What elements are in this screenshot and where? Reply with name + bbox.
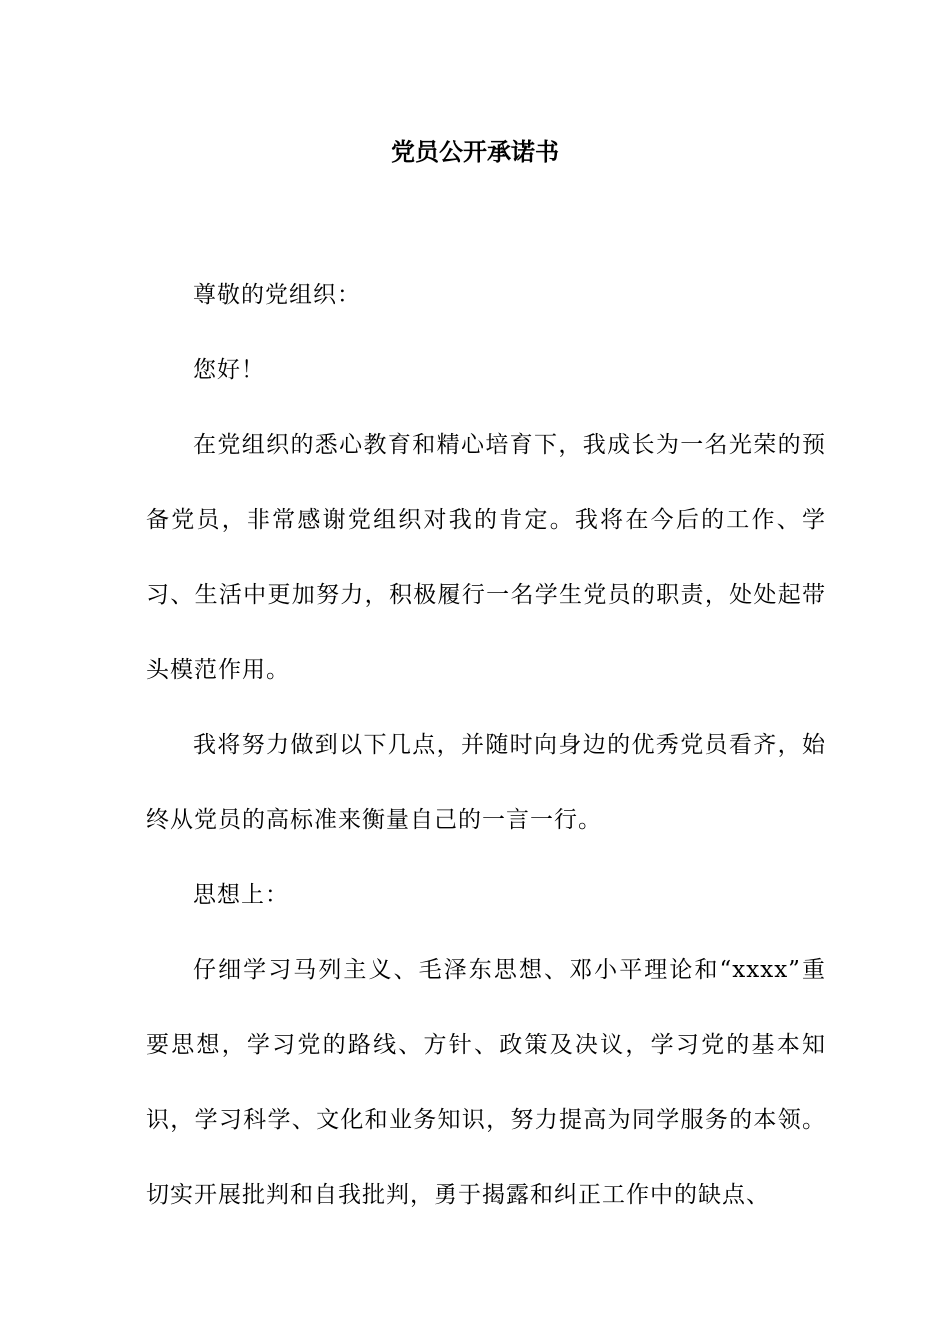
section-heading-thought: 思想上： [193, 882, 289, 908]
document-title: 党员公开承诺书 [391, 137, 559, 166]
paragraph-commitment: 我将努力做到以下几点，并随时向身边的优秀党员看齐，始终从党员的高标准来衡量自己的一言一行。 [146, 732, 826, 833]
paragraph-thought: 仔细学习马列主义、毛泽东思想、邓小平理论和“xxxx”重要思想，学习党的路线、方针、政策及决议，学习党的基本知识，学习科学、文化和业务知识，努力提高为同学服务的本领。切实开展批判和自我批判，勇于揭露和纠正工作中的缺点、 [146, 957, 826, 1208]
paragraph-intro: 在党组织的悉心教育和精心培育下，我成长为一名光荣的预备党员，非常感谢党组织对我的肯定。我将在今后的工作、学习、生活中更加努力，积极履行一名学生党员的职责，处处起带头模范作用。 [146, 432, 826, 683]
salutation: 尊敬的党组织： [193, 282, 361, 308]
greeting: 您好！ [193, 357, 265, 383]
document-body [146, 258, 826, 1233]
